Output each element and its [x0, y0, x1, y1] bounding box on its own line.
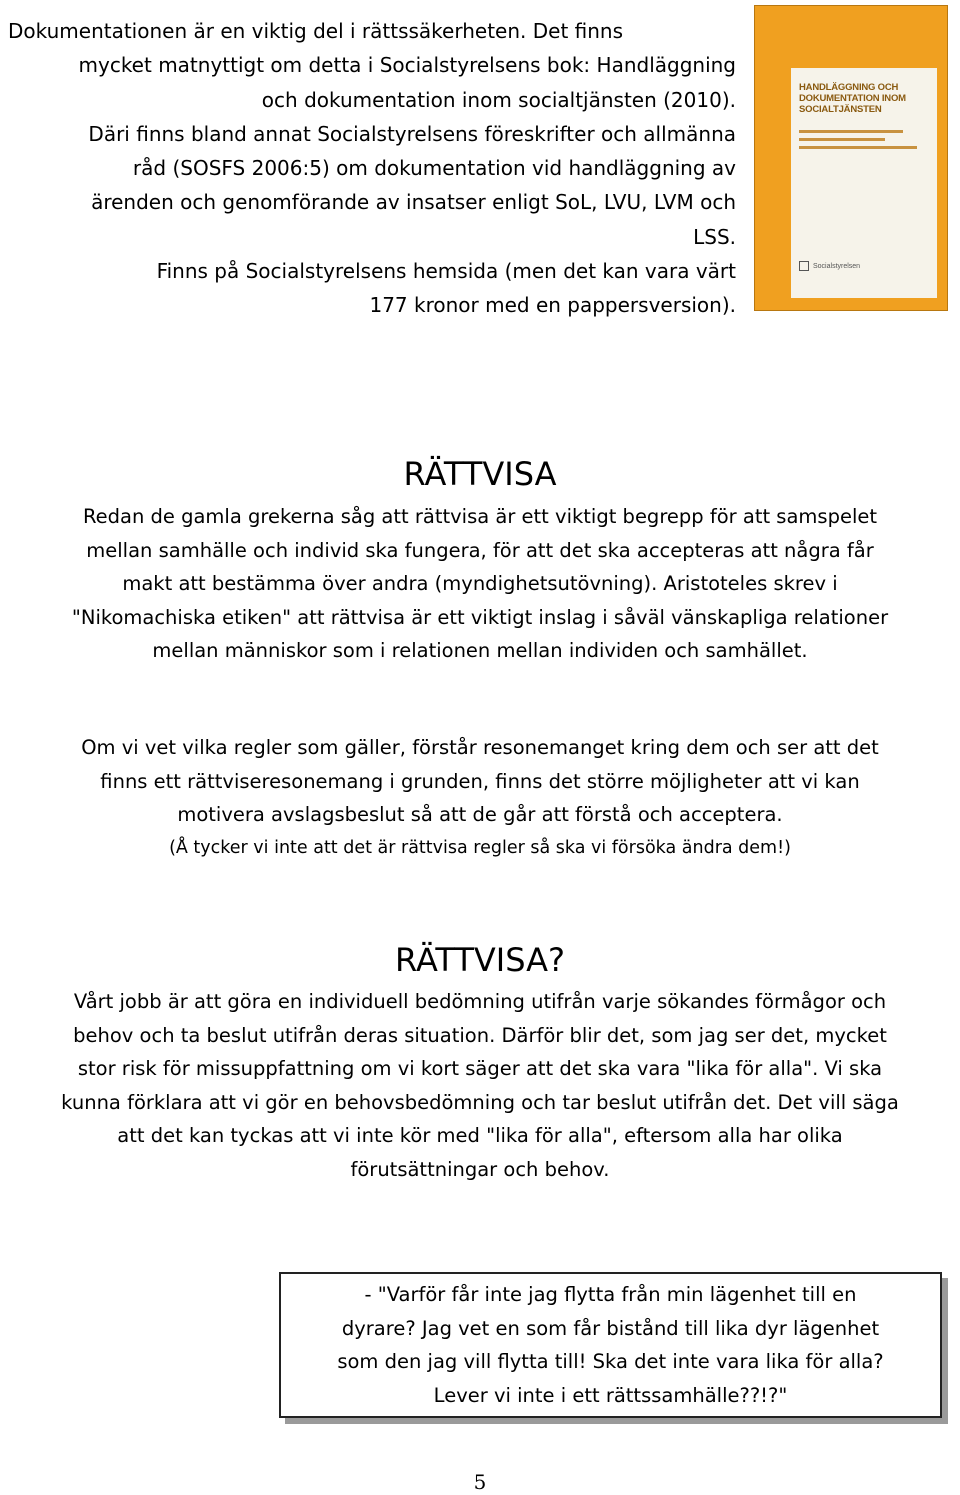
book-cover-publisher: Socialstyrelsen [813, 263, 861, 270]
paragraph-line: Vårt jobb är att göra en individuell bedömning utifrån varje sökandes förmågor och [73, 990, 887, 1013]
book-cover-panel [791, 68, 937, 298]
intro-line: och dokumentation inom socialtjänsten (2010). [261, 87, 736, 112]
paragraph-line: att det kan tyckas att vi inte kör med "lika för alla", eftersom alla har olika [117, 1124, 843, 1147]
paragraph-line: finns ett rättviseresonemang i grunden, finns det större möjligheter att vi kan [100, 769, 860, 793]
section2-paragraph [0, 731, 960, 865]
paragraph-line: Om vi vet vilka regler som gäller, förstår resonemanget kring dem och ser att det [81, 736, 879, 759]
book-cover-text-line [799, 138, 885, 141]
intro-paragraph [8, 14, 736, 323]
publisher-logo-icon [799, 261, 809, 271]
quote-line: Lever vi inte i ett rättssamhälle??!?" [433, 1383, 788, 1407]
paragraph-line: mellan människor som i relationen mellan individen och samhället. [152, 639, 808, 662]
section-heading-rattvisa-question: RÄTTVISA? [395, 941, 565, 979]
quote-line: som den jag vill flytta till! Ska det inte vara lika för alla? [337, 1350, 884, 1373]
intro-line: Finns på Socialstyrelsens hemsida (men det kan vara värt [156, 259, 736, 284]
paragraph-note: (Å tycker vi inte att det är rättvisa regler så ska vi försöka ändra dem!) [169, 837, 791, 858]
intro-line: LSS. [693, 224, 736, 249]
paragraph-line: behov och ta beslut utifrån deras situation. Därför blir det, som jag ser det, mycket [73, 1023, 887, 1047]
intro-line: Däri finns bland annat Socialstyrelsens föreskrifter och allmänna [88, 121, 736, 146]
quote-line: dyrare? Jag vet en som får bistånd till lika dyr lägenhet [341, 1316, 880, 1340]
paragraph-line: förutsättningar och behov. [350, 1157, 610, 1181]
intro-line: råd (SOSFS 2006:5) om dokumentation vid handläggning av [132, 156, 736, 181]
paragraph-line: stor risk för missuppfattning om vi kort säger att det ska vara "lika för alla". Vi ska [77, 1057, 883, 1080]
intro-line: ärenden och genomförande av insatser enligt SoL, LVU, LVM och [91, 190, 736, 215]
section3-paragraph [0, 985, 960, 1186]
paragraph-line: makt att bestämma över andra (myndighetsutövning). Aristoteles skrev i [122, 572, 838, 595]
quote-line: - "Varför får inte jag flytta från min lägenhet till en [364, 1283, 857, 1306]
quote-box [279, 1272, 942, 1418]
page-number: 5 [473, 1470, 487, 1494]
section-heading-rattvisa: RÄTTVISA [403, 455, 557, 493]
book-cover-text-line [799, 146, 917, 149]
paragraph-line: mellan samhälle och individ ska fungera, för att det ska accepteras att några får [86, 538, 874, 562]
intro-line: Dokumentationen är en viktig del i rättssäkerheten. Det finns [8, 19, 624, 43]
intro-line: mycket matnyttigt om detta i Socialstyrelsens bok: Handläggning [78, 53, 736, 78]
book-cover-text-line [799, 130, 903, 133]
intro-line: 177 kronor med en pappersversion). [369, 293, 736, 318]
paragraph-line: "Nikomachiska etiken" att rättvisa är ett viktigt inslag i såväl vänskapliga relationer [71, 605, 889, 629]
paragraph-line: Redan de gamla grekerna såg att rättvisa är ett viktigt begrepp för att samspelet [82, 505, 878, 528]
section1-paragraph [0, 500, 960, 668]
paragraph-line: motivera avslagsbeslut så att de går att förstå och acceptera. [177, 803, 783, 826]
paragraph-line: kunna förklara att vi gör en behovsbedömning och tar beslut utifrån det. Det vill säga [61, 1090, 899, 1114]
book-cover-image [754, 5, 948, 311]
quote-text [281, 1278, 940, 1412]
book-cover-title: HANDLÄGGNING OCH DOKUMENTATION INOM SOCIALTJÄNSTEN [799, 82, 906, 115]
